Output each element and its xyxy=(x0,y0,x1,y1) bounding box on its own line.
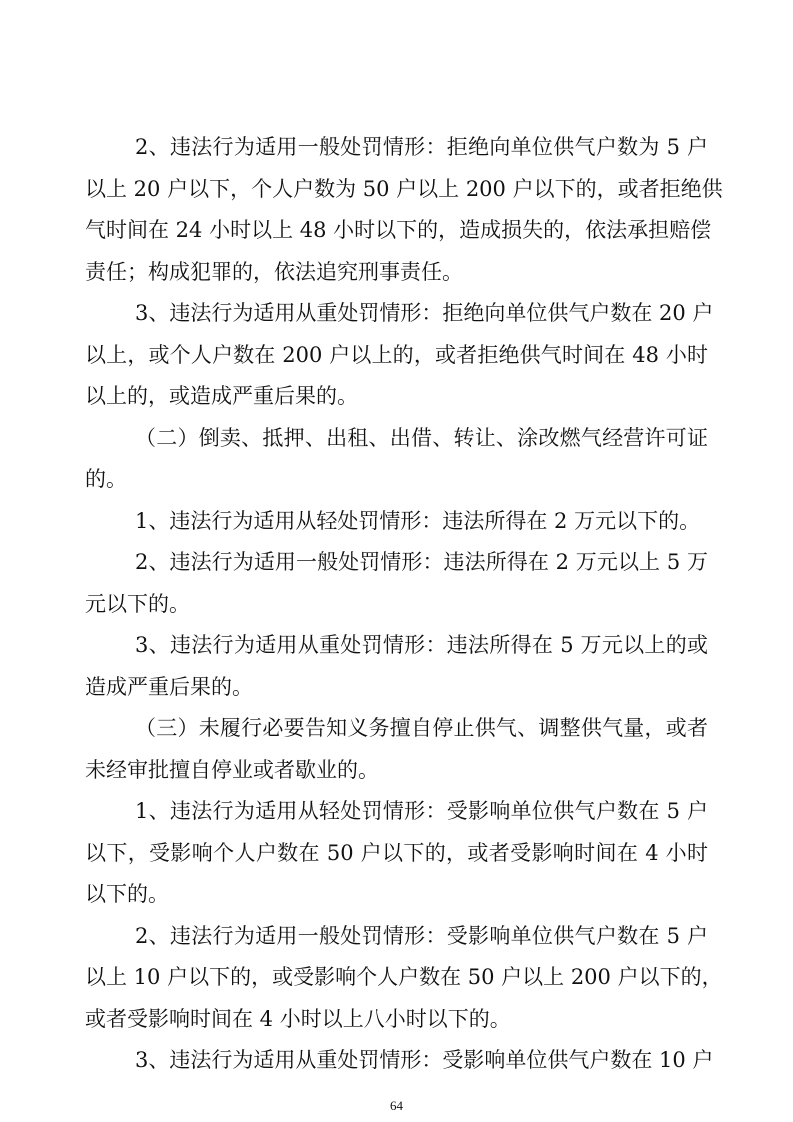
text-line: （三）未履行必要告知义务擅自停止供气、调整供气量，或者 xyxy=(135,716,708,740)
text-line: 造成严重后果的。 xyxy=(85,674,253,699)
page-number: 64 xyxy=(390,1098,403,1113)
text-line: 以上 20 户以下，个人户数为 50 户以上 200 户以下的，或者拒绝供 xyxy=(85,176,723,201)
text-line: 1、违法行为适用从轻处罚情形：违法所得在 2 万元以下的。 xyxy=(135,508,701,533)
paragraph xyxy=(85,418,708,501)
text-line: 以上的，或造成严重后果的。 xyxy=(85,384,358,408)
paragraph xyxy=(85,293,714,418)
text-line: 以下的。 xyxy=(85,882,169,906)
text-line: 以上，或个人户数在 200 户以上的，或者拒绝供气时间在 48 小时 xyxy=(85,342,708,367)
text-line: 3、违法行为适用从重处罚情形：违法所得在 5 万元以上的或 xyxy=(135,633,708,657)
paragraph xyxy=(85,501,708,543)
text-line: 或者受影响时间在 4 小时以上八小时以下的。 xyxy=(85,1006,511,1031)
text-line: 以上 10 户以下的，或受影响个人户数在 50 户以上 200 户以下的， xyxy=(85,965,723,989)
paragraph xyxy=(85,916,723,1041)
text-line: 2、违法行为适用一般处罚情形：违法所得在 2 万元以上 5 万 xyxy=(135,550,708,574)
text-line: 未经审批擅自停业或者歇业的。 xyxy=(85,757,379,782)
paragraph xyxy=(85,542,708,625)
paragraph xyxy=(85,1040,714,1082)
paragraph xyxy=(85,625,708,708)
text-line: 以下，受影响个人户数在 50 户以下的，或者受影响时间在 4 小时 xyxy=(85,840,708,865)
paragraph xyxy=(85,791,708,916)
text-line: 的。 xyxy=(85,467,127,491)
document-body xyxy=(85,127,723,1082)
text-line: 气时间在 24 小时以上 48 小时以下的，造成损失的，依法承担赔偿 xyxy=(85,218,712,242)
text-line: 1、违法行为适用从轻处罚情形：受影响单位供气户数在 5 户 xyxy=(135,799,708,823)
paragraph xyxy=(85,708,708,791)
text-line: 3、违法行为适用从重处罚情形：受影响单位供气户数在 10 户 xyxy=(135,1048,714,1072)
text-line: 3、违法行为适用从重处罚情形：拒绝向单位供气户数在 20 户 xyxy=(135,301,714,325)
text-line: 2、违法行为适用一般处罚情形：拒绝向单位供气户数为 5 户 xyxy=(135,135,708,159)
text-line: 责任；构成犯罪的，依法追究刑事责任。 xyxy=(85,259,463,284)
text-line: 元以下的。 xyxy=(85,591,190,616)
paragraph xyxy=(85,127,723,293)
text-line: （二）倒卖、抵押、出租、出借、转让、涂改燃气经营许可证 xyxy=(135,425,708,450)
text-line: 2、违法行为适用一般处罚情形：受影响单位供气户数在 5 户 xyxy=(135,923,708,948)
